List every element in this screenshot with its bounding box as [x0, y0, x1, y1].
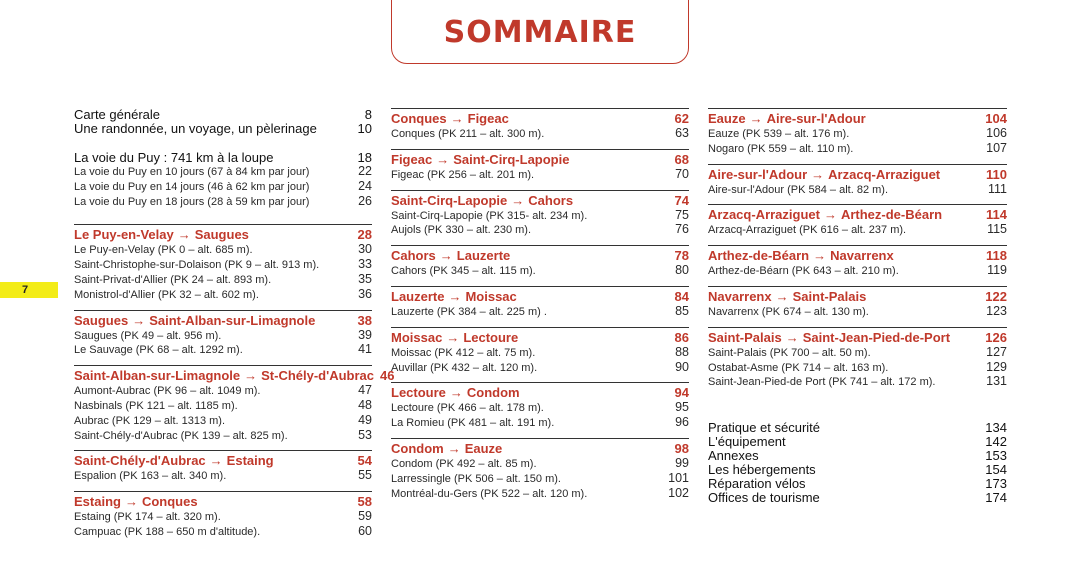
toc-section — [391, 382, 689, 431]
entry-label: Navarrenx (PK 674 – alt. 130 m). — [708, 305, 869, 318]
toc-entry[interactable] — [391, 361, 689, 376]
stage-page: 78 — [674, 248, 689, 264]
toc-entry[interactable] — [708, 127, 1007, 142]
page-ref: 99 — [675, 455, 689, 470]
stage-to: Saugues — [194, 227, 249, 243]
stage-page: 98 — [674, 440, 689, 456]
stage-from: Lauzerte — [391, 288, 445, 304]
arrow-icon: → — [811, 166, 825, 182]
toc-entry[interactable] — [74, 122, 372, 136]
arrow-icon: → — [177, 227, 191, 243]
entry-label: Aubrac (PK 129 – alt. 1313 m). — [74, 414, 226, 427]
page-ref: 96 — [675, 415, 689, 430]
entry-label: Campuac (PK 188 – 650 m d'altitude). — [74, 525, 261, 538]
stage-page: 74 — [674, 192, 689, 208]
stage-from: Aire-sur-l'Adour — [708, 166, 808, 182]
page-ref: 80 — [675, 263, 689, 278]
stage-to: Arzacq-Arraziguet — [828, 166, 941, 182]
toc-section — [708, 108, 1007, 157]
toc-entry[interactable] — [391, 487, 689, 502]
stage-page: 54 — [357, 453, 372, 469]
entry-label: Cahors (PK 345 – alt. 115 m). — [391, 265, 536, 278]
page-ref: 154 — [985, 462, 1007, 478]
toc-entry[interactable] — [74, 180, 372, 195]
toc-entry[interactable] — [74, 525, 372, 540]
entry-label: Conques (PK 211 – alt. 300 m). — [391, 128, 545, 140]
arrow-icon: → — [785, 329, 799, 345]
toc-entry[interactable] — [708, 305, 1007, 320]
stage-to: Saint-Alban-sur-Limagnole — [149, 312, 316, 328]
entry-label: Annexes — [708, 448, 759, 464]
stage-heading[interactable] — [391, 149, 689, 168]
entry-label: Condom (PK 492 – alt. 85 m). — [391, 457, 537, 470]
entry-label: Nasbinals (PK 121 – alt. 1185 m). — [74, 399, 238, 412]
arrow-icon: → — [209, 453, 223, 469]
toc-section — [708, 245, 1007, 279]
stage-page: 58 — [357, 494, 372, 510]
toc-section-practical — [708, 421, 1007, 505]
arrow-icon: → — [450, 111, 464, 126]
toc-column-1 — [74, 107, 395, 547]
toc-column-3 — [708, 108, 1007, 512]
arrow-icon: → — [447, 440, 461, 456]
page-ref: 70 — [675, 166, 689, 181]
stage-to: Navarrenx — [830, 248, 894, 264]
entry-label: Montréal-du-Gers (PK 522 – alt. 120 m). — [391, 487, 588, 500]
page-ref: 18 — [357, 150, 372, 165]
toc-entry[interactable] — [391, 127, 689, 142]
stage-heading[interactable] — [391, 245, 689, 264]
stage-from: Estaing — [74, 494, 121, 510]
arrow-icon: → — [124, 494, 138, 510]
stage-page: 28 — [357, 227, 372, 243]
stage-from: Moissac — [391, 329, 443, 345]
entry-label: La voie du Puy en 10 jours (67 à 84 km par jour) — [74, 166, 310, 178]
stage-to: St-Chély-d'Aubrac — [261, 368, 375, 384]
entry-label: Aujols (PK 330 – alt. 230 m). — [391, 224, 532, 237]
spacer — [708, 397, 1007, 421]
toc-section — [74, 365, 395, 443]
toc-entry[interactable] — [74, 384, 372, 399]
stage-to: Figeac — [467, 111, 509, 126]
toc-entry[interactable] — [708, 375, 1007, 390]
entry-label: Saint-Jean-Pied-de Port (PK 741 – alt. 172 m). — [708, 376, 936, 389]
toc-entry[interactable] — [391, 209, 689, 224]
toc-entry[interactable] — [708, 435, 1007, 449]
page-ref: 53 — [358, 427, 372, 442]
page-ref: 10 — [357, 121, 372, 136]
page-ref: 106 — [986, 126, 1007, 140]
stage-to: Saint-Cirq-Lapopie — [453, 151, 570, 167]
stage-title — [708, 207, 980, 223]
toc-section-general — [74, 108, 372, 136]
page-ref: 127 — [986, 344, 1007, 359]
arrow-icon: → — [775, 288, 789, 304]
toc-section — [391, 245, 689, 279]
entry-label: Aumont-Aubrac (PK 96 – alt. 1049 m). — [74, 385, 261, 398]
page-ref: 26 — [358, 193, 372, 208]
arrow-icon: → — [244, 368, 258, 384]
stage-from: Saint-Palais — [708, 329, 782, 345]
arrow-icon: → — [449, 385, 463, 401]
arrow-icon: → — [511, 192, 525, 208]
stage-from: Saint-Chély-d'Aubrac — [74, 453, 206, 469]
toc-entry[interactable] — [708, 421, 1007, 435]
stage-title — [74, 494, 352, 510]
toc-entry[interactable] — [74, 329, 372, 344]
page-ref: 134 — [985, 420, 1007, 436]
toc-section — [391, 286, 689, 320]
toc-section — [708, 204, 1007, 238]
stage-heading[interactable] — [74, 365, 395, 384]
entry-label: Lectoure (PK 466 – alt. 178 m). — [391, 402, 544, 415]
arrow-icon: → — [439, 248, 453, 264]
stage-page: 104 — [985, 111, 1007, 126]
entry-label: Ostabat-Asme (PK 714 – alt. 163 m). — [708, 361, 889, 374]
stage-heading[interactable] — [391, 108, 689, 127]
page-ref: 88 — [675, 344, 689, 359]
stage-to: Lauzerte — [456, 248, 511, 264]
toc-entry[interactable] — [74, 399, 372, 414]
stage-title — [74, 453, 352, 469]
stage-to: Condom — [466, 385, 520, 401]
stage-heading[interactable] — [74, 491, 372, 510]
page-ref: 90 — [675, 359, 689, 374]
stage-title — [708, 111, 979, 127]
stage-heading[interactable] — [74, 450, 372, 469]
page-ref: 142 — [985, 434, 1007, 450]
stage-title — [391, 152, 669, 168]
stage-to: Conques — [141, 494, 198, 510]
entry-label: Réparation vélos — [708, 476, 806, 492]
toc-entry[interactable] — [391, 223, 689, 238]
stage-title — [391, 289, 669, 305]
stage-heading[interactable] — [74, 224, 372, 243]
stage-from: Navarrenx — [708, 288, 772, 304]
stage-title — [708, 167, 980, 183]
page-ref: 174 — [985, 490, 1007, 506]
page-ref: 49 — [358, 412, 372, 427]
page-ref: 30 — [358, 242, 372, 257]
toc-entry[interactable] — [391, 416, 689, 431]
entry-label: Saint-Christophe-sur-Dolaison (PK 9 – alt. 913 m). — [74, 259, 320, 272]
stage-title — [74, 368, 374, 384]
stage-to: Lectoure — [463, 329, 519, 345]
entry-label: Espalion (PK 163 – alt. 340 m). — [74, 470, 227, 483]
arrow-icon: → — [823, 207, 837, 223]
toc-section — [391, 190, 689, 239]
page-ref: 63 — [675, 126, 689, 140]
toc-entry[interactable] — [74, 151, 372, 165]
entry-label: Offices de tourisme — [708, 490, 820, 506]
stage-title — [391, 248, 669, 264]
entry-label: Eauze (PK 539 – alt. 176 m). — [708, 128, 850, 140]
entry-label: Monistrol-d'Allier (PK 32 – alt. 602 m). — [74, 288, 259, 301]
toc-section — [74, 224, 372, 302]
arrow-icon: → — [436, 151, 450, 167]
stage-title — [708, 248, 980, 264]
stage-to: Estaing — [226, 453, 274, 469]
arrow-icon: → — [132, 312, 146, 328]
page-ref: 95 — [675, 400, 689, 415]
entry-label: Le Sauvage (PK 68 – alt. 1292 m). — [74, 344, 243, 357]
page-ref: 76 — [675, 222, 689, 237]
stage-to: Arthez-de-Béarn — [840, 207, 943, 223]
stage-page: 122 — [985, 288, 1007, 304]
toc-entry[interactable] — [74, 429, 372, 444]
toc-entry[interactable] — [708, 463, 1007, 477]
toc-entry[interactable] — [708, 183, 1007, 198]
stage-heading[interactable] — [391, 438, 689, 457]
stage-heading[interactable] — [708, 164, 1007, 183]
toc-entry[interactable] — [74, 108, 372, 122]
stage-title — [708, 289, 979, 305]
toc-section — [708, 164, 1007, 198]
stage-title — [391, 441, 669, 457]
toc-section — [708, 327, 1007, 390]
entry-label: Nogaro (PK 559 – alt. 110 m). — [708, 142, 854, 155]
toc-entry[interactable] — [74, 343, 372, 358]
stage-page: 86 — [674, 329, 689, 345]
toc-entry[interactable] — [391, 168, 689, 183]
entry-label: L'équipement — [708, 434, 786, 450]
stage-title — [74, 227, 352, 243]
page-number: 7 — [22, 284, 29, 296]
stage-from: Lectoure — [391, 385, 446, 401]
toc-entry[interactable] — [708, 142, 1007, 157]
page-ref: 102 — [668, 485, 689, 500]
toc-section — [391, 149, 689, 183]
toc-entry[interactable] — [708, 361, 1007, 376]
stage-title — [708, 330, 979, 346]
title-box — [391, 0, 689, 64]
entry-label: Auvillar (PK 432 – alt. 120 m). — [391, 361, 538, 374]
page-ref: 33 — [358, 257, 372, 272]
stage-from: Figeac — [391, 151, 433, 167]
stage-to: Cahors — [528, 192, 574, 208]
stage-title — [391, 111, 669, 127]
stage-from: Saugues — [74, 312, 129, 328]
page-ref: 55 — [358, 468, 372, 483]
toc-entry[interactable] — [391, 457, 689, 472]
toc-entry[interactable] — [391, 264, 689, 279]
entry-label: Saint-Chély-d'Aubrac (PK 139 – alt. 825 m). — [74, 429, 288, 442]
toc-section-voie-du-puy — [74, 151, 372, 209]
stage-from: Cahors — [391, 248, 436, 264]
entry-label: Aire-sur-l'Adour (PK 584 – alt. 82 m). — [708, 183, 889, 196]
toc-entry[interactable] — [74, 165, 372, 180]
stage-title — [391, 385, 669, 401]
arrow-icon: → — [446, 329, 460, 345]
stage-page: 118 — [986, 248, 1007, 264]
page-ref: 119 — [987, 263, 1007, 278]
entry-label: Figeac (PK 256 – alt. 201 m). — [391, 168, 535, 181]
stage-page: 114 — [986, 207, 1007, 223]
stage-from: Conques — [391, 111, 447, 126]
stage-to: Eauze — [464, 440, 503, 456]
page-ref: 22 — [358, 164, 372, 178]
page-ref: 129 — [986, 359, 1007, 374]
stage-page: 68 — [674, 151, 689, 167]
toc-column-2 — [391, 108, 689, 508]
page-title: SOMMAIRE — [443, 14, 637, 50]
page-ref: 153 — [985, 448, 1007, 464]
page-ref: 173 — [985, 476, 1007, 492]
toc-entry[interactable] — [74, 288, 372, 303]
toc-entry[interactable] — [74, 243, 372, 258]
entry-label: Saint-Cirq-Lapopie (PK 315- alt. 234 m). — [391, 209, 588, 222]
arrow-icon: → — [448, 288, 462, 304]
page-ref: 123 — [986, 303, 1007, 318]
stage-page: 62 — [674, 111, 689, 126]
entry-label: Lauzerte (PK 384 – alt. 225 m) . — [391, 305, 547, 318]
entry-label: Pratique et sécurité — [708, 420, 821, 436]
page-number-tab — [0, 282, 58, 298]
stage-page: 110 — [986, 166, 1007, 182]
page-ref: 8 — [364, 107, 372, 122]
entry-label: Carte générale — [74, 107, 160, 122]
entry-label: Le Puy-en-Velay (PK 0 – alt. 685 m). — [74, 244, 253, 257]
stage-to: Saint-Palais — [792, 288, 867, 304]
toc-section — [708, 286, 1007, 320]
page-ref: 48 — [358, 397, 372, 412]
toc-section — [74, 491, 372, 540]
stage-heading[interactable] — [708, 286, 1007, 305]
stage-heading[interactable] — [74, 310, 372, 329]
toc-entry[interactable] — [391, 472, 689, 487]
page-ref: 47 — [358, 383, 372, 398]
page-ref: 115 — [987, 222, 1007, 237]
toc-entry[interactable] — [74, 258, 372, 273]
page-ref: 131 — [986, 374, 1007, 389]
stage-page: 94 — [674, 385, 689, 401]
page-ref: 35 — [358, 271, 372, 286]
toc-entry[interactable] — [74, 414, 372, 429]
page-ref: 111 — [987, 181, 1007, 196]
entry-label: Une randonnée, un voyage, un pèlerinage — [74, 121, 317, 136]
toc-entry[interactable] — [74, 195, 372, 210]
toc-entry[interactable] — [74, 273, 372, 288]
stage-from: Eauze — [708, 111, 746, 126]
entry-label: Larressingle (PK 506 – alt. 150 m). — [391, 472, 561, 485]
toc-entry[interactable] — [708, 477, 1007, 491]
page-ref: 60 — [358, 523, 372, 538]
entry-label: La voie du Puy : 741 km à la loupe — [74, 150, 274, 165]
page-ref: 41 — [358, 342, 372, 357]
toc-section — [74, 450, 372, 484]
entry-label: Les hébergements — [708, 462, 816, 478]
stage-from: Arthez-de-Béarn — [708, 248, 810, 264]
page-ref: 36 — [358, 286, 372, 301]
entry-label: Arthez-de-Béarn (PK 643 – alt. 210 m). — [708, 265, 899, 278]
stage-heading[interactable] — [391, 382, 689, 401]
toc-entry[interactable] — [708, 223, 1007, 238]
entry-label: Saint-Privat-d'Allier (PK 24 – alt. 893 m). — [74, 273, 272, 286]
stage-page: 84 — [674, 288, 689, 304]
toc-section — [391, 438, 689, 501]
stage-heading[interactable] — [391, 190, 689, 209]
stage-title — [391, 193, 669, 209]
stage-from: Le Puy-en-Velay — [74, 227, 174, 243]
toc-entry[interactable] — [391, 346, 689, 361]
entry-label: La voie du Puy en 14 jours (46 à 62 km par jour) — [74, 180, 310, 193]
stage-to: Moissac — [465, 288, 517, 304]
toc-entry[interactable] — [708, 449, 1007, 463]
entry-label: La Romieu (PK 481 – alt. 191 m). — [391, 417, 555, 430]
stage-from: Saint-Alban-sur-Limagnole — [74, 368, 241, 384]
toc-entry[interactable] — [708, 491, 1007, 505]
stage-to: Saint-Jean-Pied-de-Port — [802, 329, 951, 345]
entry-label: Arzacq-Arraziguet (PK 616 – alt. 237 m). — [708, 224, 907, 237]
stage-from: Saint-Cirq-Lapopie — [391, 192, 508, 208]
toc-entry[interactable] — [74, 469, 372, 484]
entry-label: Moissac (PK 412 – alt. 75 m). — [391, 346, 536, 359]
entry-label: Saint-Palais (PK 700 – alt. 50 m). — [708, 346, 871, 359]
stage-heading[interactable] — [391, 327, 689, 346]
stage-to: Aire-sur-l'Adour — [766, 111, 866, 126]
page-ref: 75 — [675, 207, 689, 222]
entry-label: La voie du Puy en 18 jours (28 à 59 km par jour) — [74, 195, 310, 208]
toc-entry[interactable] — [391, 305, 689, 320]
stage-from: Condom — [391, 440, 444, 456]
page-ref: 59 — [358, 509, 372, 524]
toc-entry[interactable] — [708, 346, 1007, 361]
stage-title — [391, 330, 669, 346]
page-ref: 85 — [675, 303, 689, 318]
stage-heading[interactable] — [391, 286, 689, 305]
stage-page: 126 — [985, 329, 1007, 345]
toc-section — [391, 327, 689, 376]
arrow-icon: → — [813, 248, 827, 264]
page-ref: 101 — [668, 470, 689, 485]
toc-entry[interactable] — [74, 510, 372, 525]
page-ref: 107 — [986, 140, 1007, 155]
page-ref: 24 — [358, 178, 372, 193]
stage-heading[interactable] — [708, 108, 1007, 127]
stage-heading[interactable] — [708, 204, 1007, 223]
toc-section — [391, 108, 689, 142]
stage-from: Arzacq-Arraziguet — [708, 207, 820, 223]
page-ref: 39 — [358, 327, 372, 342]
toc-section — [74, 310, 372, 359]
stage-page: 38 — [357, 312, 372, 328]
entry-label: Estaing (PK 174 – alt. 320 m). — [74, 511, 221, 524]
arrow-icon: → — [749, 111, 763, 126]
stage-page: 46 — [380, 368, 395, 384]
stage-heading[interactable] — [708, 245, 1007, 264]
stage-title — [74, 313, 352, 329]
toc-entry[interactable] — [391, 401, 689, 416]
stage-heading[interactable] — [708, 327, 1007, 346]
toc-entry[interactable] — [708, 264, 1007, 279]
entry-label: Saugues (PK 49 – alt. 956 m). — [74, 329, 222, 342]
